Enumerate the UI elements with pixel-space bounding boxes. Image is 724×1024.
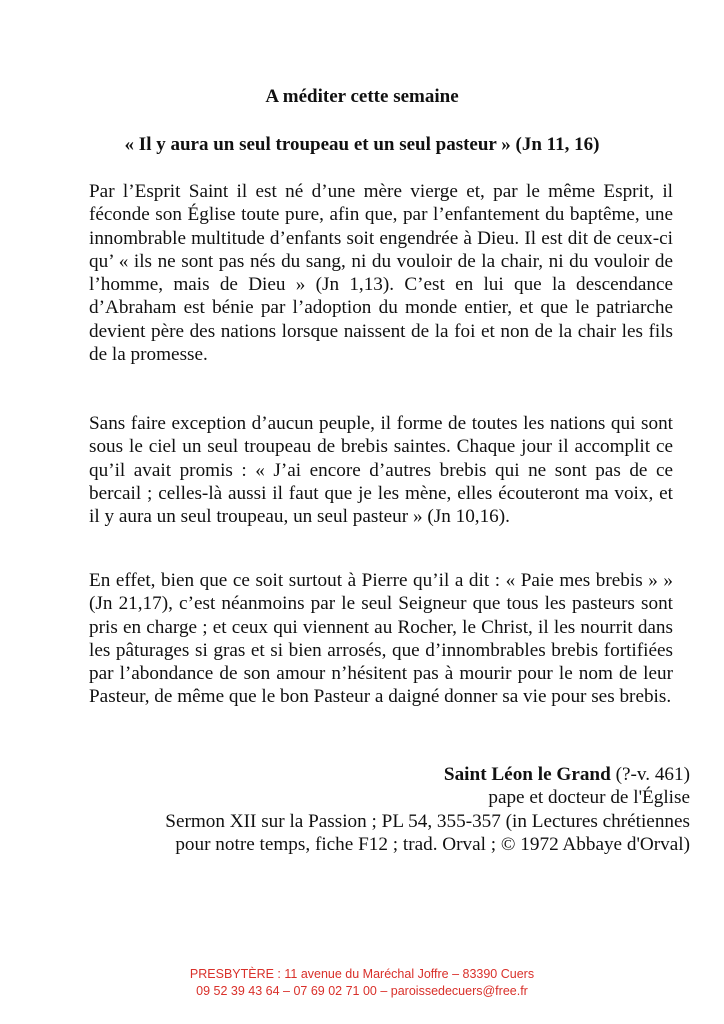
author-dates: (?-v. 461) (610, 764, 690, 785)
source-line-1: Sermon XII sur la Passion ; PL 54, 355-357 (in Lectures chrétiennes (165, 810, 690, 832)
author-name: Saint Léon le Grand (443, 764, 611, 785)
author-role: pape et docteur de l'Église (488, 787, 690, 809)
page-title: A méditer cette semaine (265, 86, 459, 107)
footer (0, 966, 724, 1000)
footer-contact: 09 52 39 43 64 – 07 69 02 71 00 – paroissedecuers@free.fr (196, 984, 528, 998)
author-line (50, 763, 690, 786)
source-line-2: pour notre temps, fiche F12 ; trad. Orval ; © 1972 Abbaye d'Orval) (175, 833, 690, 855)
body-paragraph-3: En effet, bien que ce soit surtout à Pierre qu’il a dit : « Paie mes brebis » » (Jn 21,17), c’est néanmoins par le seul Seigneur que tous les pasteurs sont pris en charge ; et ceux qui viennent au Rocher, le Christ, il les nourrit dans les pâturages si gras et si bien arrosés, que d’innombrables brebis fortifiées par l’abondance de son amour n’hésitent pas à mourir pour le nom de leur Pasteur, de même que le bon Pasteur a daigné donner sa vie pour ses brebis. (89, 570, 673, 708)
attribution-block (50, 763, 690, 856)
quote-heading: « Il y aura un seul troupeau et un seul pasteur » (Jn 11, 16) (124, 134, 600, 155)
body-paragraph-2: Sans faire exception d’aucun peuple, il forme de toutes les nations qui sont sous le ciel un seul troupeau de brebis saintes. Chaque jour il accomplit ce qu’il avait promis : « J’ai encore d’autres brebis qui ne sont pas de ce bercail ; celles-là aussi il faut que je les mène, elles écouteront ma voix, et il y aura un seul troupeau, un seul pasteur » (Jn 10,16). (89, 413, 673, 528)
body-paragraph-1: Par l’Esprit Saint il est né d’une mère vierge et, par le même Esprit, il féconde son Église toute pure, afin que, par l’enfantement du baptême, une innombrable multitude d’enfants soit engendrée à Dieu. Il est dit de ceux-ci qu’ « ils ne sont pas nés du sang, ni du vouloir de la chair, ni du vouloir de l’homme, mais de Dieu » (Jn 1,13). C’est en lui que la descendance d’Abraham est bénie par l’adoption du monde entier, et que le patriarche devient père des nations lorsque naissent de la foi et non de la chair les fils de la promesse. (89, 181, 673, 366)
footer-address: PRESBYTÈRE : 11 avenue du Maréchal Joffre – 83390 Cuers (189, 967, 535, 981)
